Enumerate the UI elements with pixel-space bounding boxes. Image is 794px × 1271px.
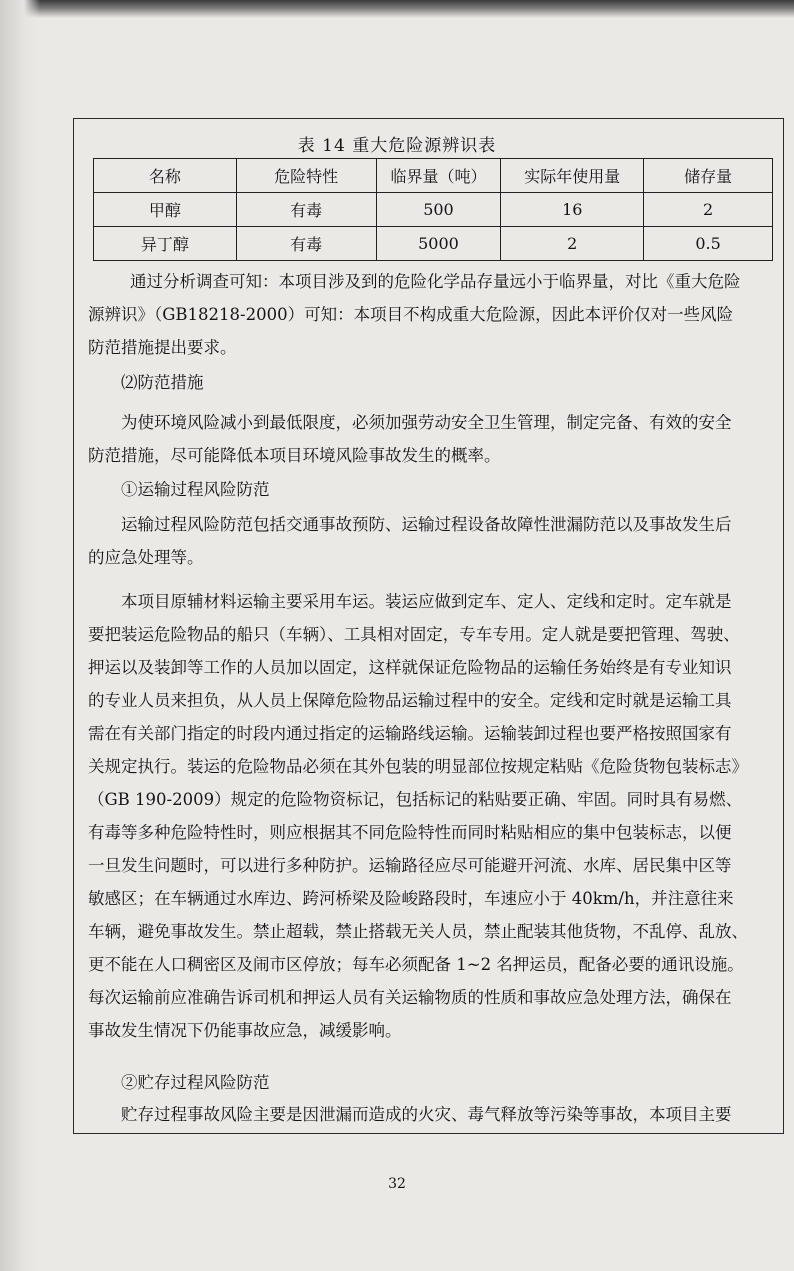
text-line: （GB 190-2009）规定的危险物资标记，包括标记的粘贴要正确、牢固。同时具有易燃、 <box>88 790 743 809</box>
paragraph-transport-details <box>88 585 778 1047</box>
table-cell: 2 <box>644 193 773 227</box>
table-cell: 16 <box>501 193 644 227</box>
table-cell: 5000 <box>376 227 501 261</box>
text-line: 要把装运危险物品的船只（车辆）、工具相对固定，专车专用。定人就是要把管理、驾驶、 <box>88 625 740 644</box>
header-name: 名称 <box>94 159 237 193</box>
header-threshold: 临界量（吨） <box>376 159 501 193</box>
paragraph-measures-intro <box>88 406 778 472</box>
table-cell: 2 <box>501 227 644 261</box>
text-line: 车辆，避免事故发生。禁止超载，禁止搭载无关人员，禁止配装其他货物，不乱停、乱放、 <box>88 922 748 941</box>
paragraph-analysis <box>88 265 778 364</box>
text-line: 更不能在人口稠密区及闹市区停放；每车必须配备 1~2 名押运员，配备必要的通讯设施。 <box>88 955 744 974</box>
table-cell: 有毒 <box>236 227 376 261</box>
text-line: 贮存过程事故风险主要是因泄漏而造成的火灾、毒气释放等污染等事故，本项目主要 <box>121 1105 732 1124</box>
table-cell: 有毒 <box>236 193 376 227</box>
text-line: 为使环境风险减小到最低限度，必须加强劳动安全卫生管理，制定完备、有效的安全 <box>121 413 732 432</box>
table-cell: 500 <box>376 193 501 227</box>
text-line: 有毒等多种危险特性时，则应根据其不同危险特性而同时粘贴相应的集中包装标志，以便 <box>88 823 732 842</box>
page-number: 32 <box>388 1176 406 1192</box>
header-hazard-property: 危险特性 <box>236 159 376 193</box>
text-line: 防范措施，尽可能降低本项目环境风险事故发生的概率。 <box>88 446 501 465</box>
heading-prevention-measures: ⑵防范措施 <box>121 373 204 392</box>
table-cell: 甲醇 <box>94 193 237 227</box>
text-line: 每次运输前应准确告诉司机和押运人员有关运输物质的性质和事故应急处理方法，确保在 <box>88 988 732 1007</box>
paragraph-transport-intro <box>88 508 778 574</box>
scan-top-shadow <box>0 0 794 18</box>
header-storage: 储存量 <box>644 159 773 193</box>
table-header-row <box>94 159 773 193</box>
heading-transport-risk: ①运输过程风险防范 <box>121 480 270 499</box>
text-line: 事故发生情况下仍能事故应急，减缓影响。 <box>88 1021 402 1040</box>
heading-storage-risk: ②贮存过程风险防范 <box>121 1073 270 1092</box>
hazard-identification-table <box>93 158 773 261</box>
text-line: 本项目原辅材料运输主要采用车运。装运应做到定车、定人、定线和定时。定车就是 <box>121 592 732 611</box>
table-caption: 表 14 重大危险源辨识表 <box>297 136 497 156</box>
text-line: 源辨识》（GB18218-2000）可知：本项目不构成重大危险源，因此本评价仅对一些风险 <box>88 305 734 324</box>
table-row <box>94 193 773 227</box>
text-line: 敏感区；在车辆通过水库边、跨河桥梁及险峻路段时，车速应小于 40km/h，并注意往来 <box>88 889 734 908</box>
header-annual-usage: 实际年使用量 <box>501 159 644 193</box>
text-line: 的应急处理等。 <box>88 548 204 567</box>
text-line: 通过分析调查可知：本项目涉及到的危险化学品存量远小于临界量，对比《重大危险 <box>130 272 741 291</box>
text-line: 需在有关部门指定的时段内通过指定的运输路线运输。运输装卸过程也要严格按照国家有 <box>88 724 732 743</box>
table-row <box>94 227 773 261</box>
text-line: 运输过程风险防范包括交通事故预防、运输过程设备故障性泄漏防范以及事故发生后 <box>121 515 732 534</box>
paragraph-storage <box>88 1098 778 1131</box>
scan-binding-shadow <box>0 0 40 1271</box>
table-cell: 0.5 <box>644 227 773 261</box>
text-line: 的专业人员来担负，从人员上保障危险物品运输过程中的安全。定线和定时就是运输工具 <box>88 691 732 710</box>
text-line: 防范措施提出要求。 <box>88 338 237 357</box>
table-cell: 异丁醇 <box>94 227 237 261</box>
text-line: 一旦发生问题时，可以进行多种防护。运输路径应尽可能避开河流、水库、居民集中区等 <box>88 856 732 875</box>
text-line: 押运以及装卸等工作的人员加以固定，这样就保证危险物品的运输任务始终是有专业知识 <box>88 658 732 677</box>
text-line: 关规定执行。装运的危险物品必须在其外包装的明显部位按规定粘贴《危险货物包装标志》 <box>88 757 748 776</box>
